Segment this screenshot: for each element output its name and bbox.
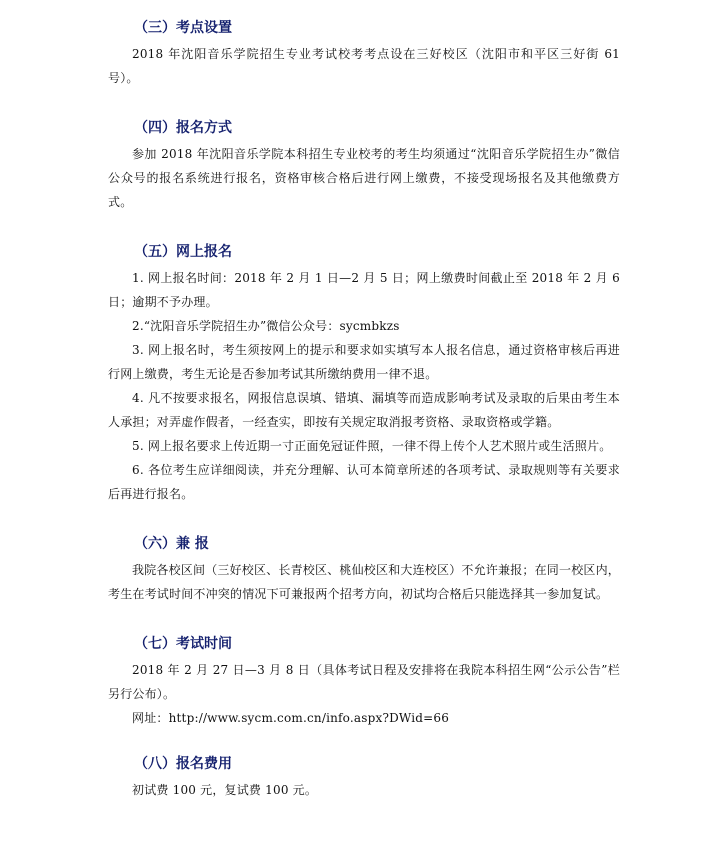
list-item: 4. 凡不按要求报名，网报信息误填、错填、漏填等而造成影响考试及录取的后果由考生本人承担；对弄虚作假者，一经查实，即按有关规定取消报考资格、录取资格或学籍。 <box>108 391 620 429</box>
paragraph: 参加 2018 年沈阳音乐学院本科招生专业校考的考生均须通过“沈阳音乐学院招生办”微信公众号的报名系统进行报名，资格审核合格后进行网上缴费，不接受现场报名及其他缴费方式。 <box>108 147 620 209</box>
section-heading: （六）兼 报 <box>134 536 209 552</box>
section-heading: （八）报名费用 <box>134 756 232 772</box>
paragraph: 初试费 100 元，复试费 100 元。 <box>132 783 318 797</box>
paragraph: 2018 年沈阳音乐学院招生专业考试校考考点设在三好校区（沈阳市和平区三好街 61 号）。 <box>108 47 620 85</box>
section-registration-fee <box>108 752 620 802</box>
section-exam-location <box>108 16 620 90</box>
paragraph: 我院各校区间（三好校区、长青校区、桃仙校区和大连校区）不允许兼报；在同一校区内，考生在考试时间不冲突的情况下可兼报两个招考方向，初试均合格后只能选择其一参加复试。 <box>108 563 621 601</box>
section-exam-time <box>108 632 620 730</box>
list-item: 5. 网上报名要求上传近期一寸正面免冠证件照，一律不得上传个人艺术照片或生活照片。 <box>132 439 612 453</box>
section-online-registration <box>108 240 620 506</box>
website-url: 网址：http://www.sycm.com.cn/info.aspx?DWid=66 <box>132 711 450 725</box>
section-dual-application <box>108 532 620 606</box>
section-heading: （三）考点设置 <box>134 20 232 36</box>
list-item: 1. 网上报名时间：2018 年 2 月 1 日—2 月 5 日；网上缴费时间截止至 2018 年 2 月 6 日；逾期不予办理。 <box>108 271 620 309</box>
paragraph: 2018 年 2 月 27 日—3 月 8 日（具体考试日程及安排将在我院本科招生网“公示公告”栏另行公布）。 <box>108 663 620 701</box>
list-item: 6. 各位考生应详细阅读，并充分理解、认可本简章所述的各项考试、录取规则等有关要求后再进行报名。 <box>108 463 620 501</box>
section-heading: （五）网上报名 <box>134 244 232 260</box>
list-item: 3. 网上报名时，考生须按网上的提示和要求如实填写本人报名信息，通过资格审核后再进行网上缴费，考生无论是否参加考试其所缴纳费用一律不退。 <box>108 343 620 381</box>
section-registration-method <box>108 116 620 214</box>
section-heading: （四）报名方式 <box>134 120 232 136</box>
section-heading: （七）考试时间 <box>134 636 232 652</box>
list-item: 2.“沈阳音乐学院招生办”微信公众号：sycmbkzs <box>132 319 400 333</box>
document-page <box>108 16 620 802</box>
